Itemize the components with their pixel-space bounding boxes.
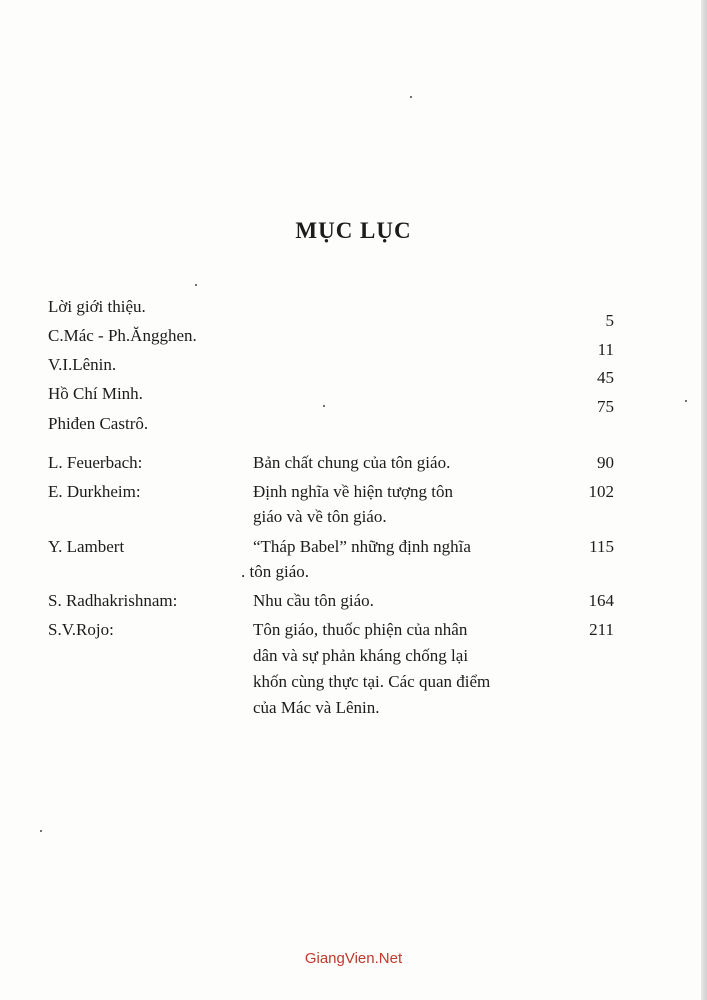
toc-description: giáo và về tôn giáo. <box>253 507 387 526</box>
toc-author: V.I.Lênin. <box>48 355 117 374</box>
toc-page-number: 115 <box>589 537 614 556</box>
toc-author: Lời giới thiệu. <box>48 297 146 316</box>
toc-page-number: 164 <box>588 591 614 610</box>
toc-description: Nhu cầu tôn giáo. <box>253 591 374 610</box>
toc-author: Y. Lambert <box>48 537 125 556</box>
toc-author: E. Durkheim: <box>48 482 141 501</box>
toc-page-number: 211 <box>589 620 614 639</box>
watermark-link[interactable]: GiangVien.Net <box>304 950 403 967</box>
toc-description: Tôn giáo, thuốc phiện của nhân <box>253 620 468 639</box>
toc-page-number: 5 <box>605 311 614 330</box>
toc-page-number: 11 <box>597 340 614 359</box>
toc-description: dân và sự phản kháng chống lại <box>253 646 469 665</box>
toc-description: “Tháp Babel” những định nghĩa <box>253 537 471 556</box>
toc-page-number: 75 <box>597 397 614 416</box>
toc-description: của Mác và Lênin. <box>253 698 380 717</box>
toc-author: S.V.Rojo: <box>48 620 114 639</box>
toc-author: Hồ Chí Minh. <box>48 384 143 403</box>
toc-author: C.Mác - Ph.Ăngghen. <box>48 326 197 345</box>
toc-page-number: 102 <box>588 482 614 501</box>
toc-page-number: 90 <box>597 453 614 472</box>
toc-description: khốn cùng thực tại. Các quan điểm <box>253 672 491 691</box>
toc-description: Bản chất chung của tôn giáo. <box>253 453 451 472</box>
toc-author: L. Feuerbach: <box>48 453 143 472</box>
toc-author: Phiđen Castrô. <box>48 414 149 433</box>
toc-description: . tôn giáo. <box>241 562 309 581</box>
toc-description: Định nghĩa về hiện tượng tôn <box>253 482 453 501</box>
toc-author: S. Radhakrishnam: <box>48 591 178 610</box>
toc-page-number: 45 <box>597 368 614 387</box>
page-title: MỤC LỤC <box>295 218 412 243</box>
